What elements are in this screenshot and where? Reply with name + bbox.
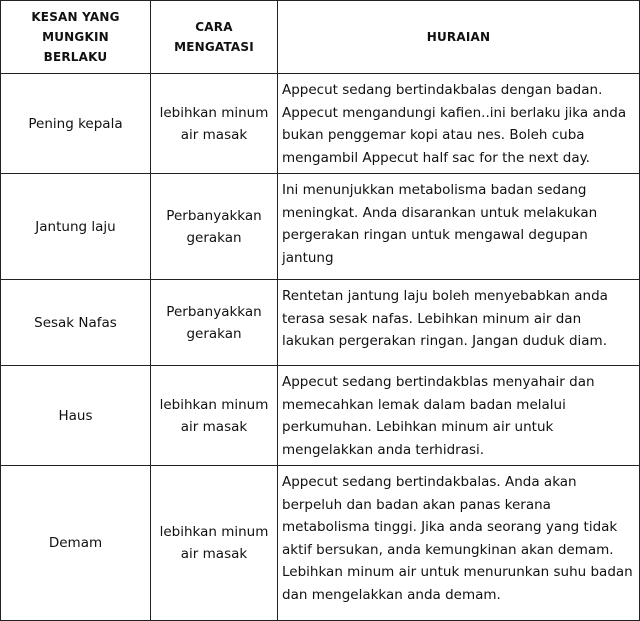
header-effect: KESAN YANG MUNGKIN BERLAKU: [1, 1, 151, 74]
cell-effect: Pening kepala: [1, 74, 151, 174]
header-remedy: CARA MENGATASI: [151, 1, 278, 74]
header-description: HURAIAN: [278, 1, 640, 74]
cell-remedy: lebihkan minum air masak: [151, 366, 278, 466]
cell-effect: Demam: [1, 466, 151, 621]
table-row: [1, 74, 640, 174]
cell-remedy: Perbanyakkan gerakan: [151, 174, 278, 280]
cell-description: Appecut sedang bertindakbalas dengan badan. Appecut mengandungi kafien..ini berlaku jika anda bukan penggemar kopi atau nes. Boleh cuba mengambil Appecut half sac for the next day.: [278, 74, 640, 174]
table-header-row: [1, 1, 640, 74]
cell-description: Appecut sedang bertindakbalas. Anda akan berpeluh dan badan akan panas kerana metabolisma tinggi. Jika anda seorang yang tidak aktif bersukan, anda kemungkinan akan demam. Lebihkan minum air untuk menurunkan suhu badan dan mengelakkan anda demam.: [278, 466, 640, 621]
cell-remedy: lebihkan minum air masak: [151, 74, 278, 174]
table-row: [1, 280, 640, 366]
cell-effect: Haus: [1, 366, 151, 466]
table-row: [1, 466, 640, 621]
cell-remedy: Perbanyakkan gerakan: [151, 280, 278, 366]
cell-description: Ini menunjukkan metabolisma badan sedang meningkat. Anda disarankan untuk melakukan pergerakan ringan untuk mengawal degupan jantung: [278, 174, 640, 280]
cell-description: Appecut sedang bertindakblas menyahair dan memecahkan lemak dalam badan melalui perkumuhan. Lebihkan minum air untuk mengelakkan anda terhidrasi.: [278, 366, 640, 466]
table-row: [1, 174, 640, 280]
cell-description: Rentetan jantung laju boleh menyebabkan anda terasa sesak nafas. Lebihkan minum air dan lakukan pergerakan ringan. Jangan duduk diam.: [278, 280, 640, 366]
table-row: [1, 366, 640, 466]
cell-remedy: lebihkan minum air masak: [151, 466, 278, 621]
cell-effect: Sesak Nafas: [1, 280, 151, 366]
cell-effect: Jantung laju: [1, 174, 151, 280]
